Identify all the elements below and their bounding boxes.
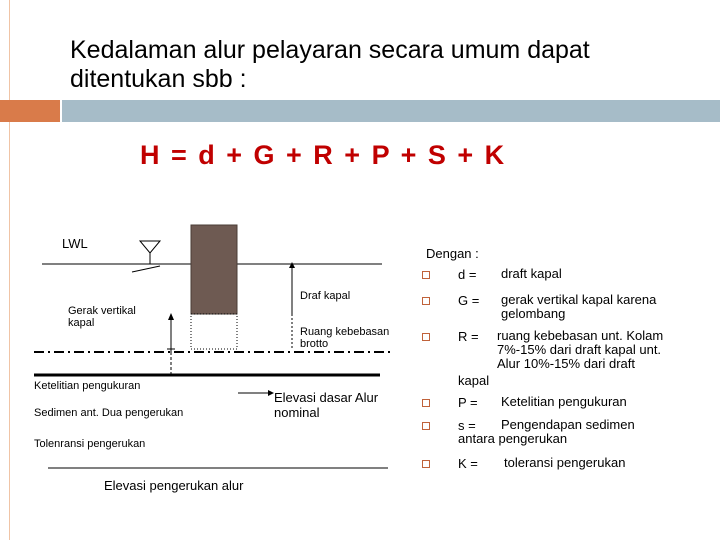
draf-kapal-label: Draf kapal <box>300 290 351 302</box>
toleransi-label: Tolenransi pengerukan <box>34 438 146 450</box>
elevasi-pengerukan-label: Elevasi pengerukan alur <box>104 478 244 493</box>
ruang-kebebasan-label: Ruang kebebasan brotto <box>300 326 390 350</box>
legend-symbol-r: R = <box>458 329 479 344</box>
elevasi-dasar-label: Elevasi dasar Alur nominal <box>274 390 379 420</box>
legend-symbol-d: d = <box>458 267 477 282</box>
ketelitian-label: Ketelitian pengukuran <box>34 380 141 392</box>
legend-desc-p: Ketelitian pengukuran <box>501 394 627 409</box>
bullet-icon <box>422 297 430 305</box>
ship-hull <box>191 225 237 314</box>
legend-symbol-k: K = <box>458 456 478 471</box>
depth-formula: H = d + G + R + P + S + K <box>140 140 507 170</box>
bullet-icon <box>422 422 430 430</box>
legend-desc-r: ruang kebebasan unt. Kolam 7%-15% dari draft kapal unt. Alur 10%-15% dari draft <box>497 328 664 371</box>
legend-symbol-s: s = <box>458 418 476 433</box>
sedimen-label: Sedimen ant. Dua pengerukan <box>34 407 184 419</box>
gerak-vertikal-label: Gerak vertikal kapal <box>68 305 136 329</box>
bullet-icon <box>422 399 430 407</box>
bullet-icon <box>422 271 430 279</box>
legend-heading: Dengan : <box>426 246 479 261</box>
bullet-icon <box>422 460 430 468</box>
legend-desc-s-tail: antara pengerukan <box>458 431 568 446</box>
legend-desc-r-tail: kapal <box>458 373 490 388</box>
legend-desc-s: Pengendapan sedimen <box>501 417 635 432</box>
legend-symbol-p: P = <box>458 395 478 410</box>
legend-desc-d: draft kapal <box>501 266 562 281</box>
legend-symbol-g: G = <box>458 293 480 308</box>
legend-desc-k: toleransi pengerukan <box>504 455 626 470</box>
legend-desc-g: gerak vertikal kapal karena gelombang <box>501 292 657 321</box>
lwl-label: LWL <box>62 236 88 251</box>
bullet-icon <box>422 333 430 341</box>
clearance-box <box>191 314 237 349</box>
water-level-icon <box>140 241 160 253</box>
slide-title: Kedalaman alur pelayaran secara umum dapat ditentukan sbb : <box>70 36 590 93</box>
